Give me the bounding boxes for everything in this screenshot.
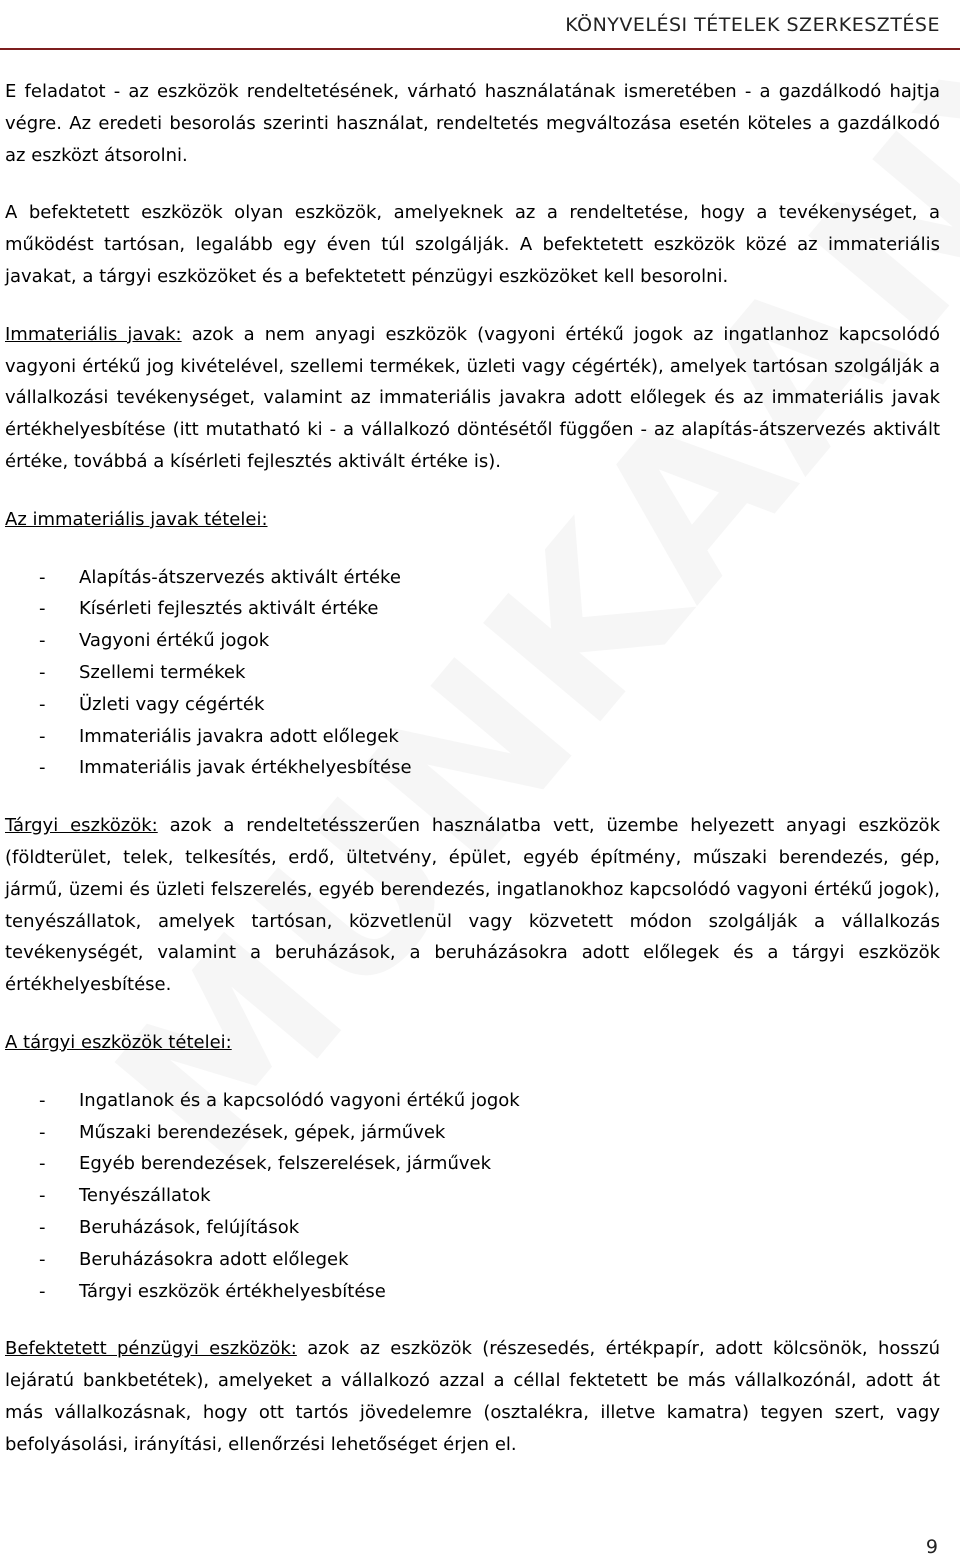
- dash-marker: -: [39, 1280, 46, 1302]
- list-item: - Beruházásokra adott előlegek: [5, 1244, 940, 1276]
- paragraph-text: azok a nem anyagi eszközök (vagyoni értékű jogok az ingatlanhoz kapcsolódó vagyoni értékű jog kivételével, szellemi termékek, üzleti vagy cégérték), amelyek tartósan szolgálják a vállalkozási tevékenységet, valamint az immateriális javakra adott előlegek és az immateriális javak értékhelyesbítése (itt mutatható ki - a vállalkozó döntésétől függően - az alapítás-átszervezés aktivált értéke, továbbá a kísérleti fejlesztés aktivált értéke is).: [5, 323, 940, 472]
- dash-marker: -: [39, 757, 46, 779]
- paragraph: E feladatot - az eszközök rendeltetésének, várható használatának ismeretében - a gazdálkodó hajtja végre. Az eredeti besorolás szerinti használat, rendeltetés megváltozása esetén köteles a gazdálkodó az eszközt átsorolni.: [5, 81, 940, 166]
- document-body: [5, 76, 940, 1486]
- dash-marker: -: [39, 1185, 46, 1207]
- dash-marker: -: [39, 630, 46, 652]
- paragraph: [5, 810, 940, 1001]
- paragraph: A befektetett eszközök olyan eszközök, amelyeknek az a rendeltetése, hogy a tevékenységet, a működést tartósan, legalább egy éven túl szolgálják. A befektetett eszközök közé az immateriális javakat, a tárgyi eszközöket és a befektetett pénzügyi eszközöket kell besorolni.: [5, 202, 940, 287]
- bullet-list: [5, 562, 940, 785]
- list-item: - Alapítás-átszervezés aktivált értéke: [5, 562, 940, 594]
- paragraph: [5, 319, 940, 478]
- term-financial: Befektetett pénzügyi eszközök:: [5, 1338, 297, 1360]
- document-title: KÖNYVELÉSI TÉTELEK SZERKESZTÉSE: [565, 14, 940, 36]
- dash-marker: -: [39, 661, 46, 683]
- dash-marker: -: [39, 693, 46, 715]
- list-item: - Immateriális javakra adott előlegek: [5, 721, 940, 753]
- list-item: - Műszaki berendezések, gépek, járművek: [5, 1117, 940, 1149]
- list-item: - Vagyoni értékű jogok: [5, 625, 940, 657]
- paragraph-text: azok az eszközök (részesedés, értékpapír, adott kölcsönök, hosszú lejáratú bankbetétek), amelyeket a vállalkozó azzal a céllal fektetett be más vállalkozónál, adott át más vállalkozásnak, hogy ott tartós jövedelemre (osztalékra, illetve kamatra) tegyen szert, vagy befolyásolási, irányítási, ellenőrzési lehetőséget érjen el.: [5, 1338, 940, 1455]
- dash-marker: -: [39, 598, 46, 620]
- dash-marker: -: [39, 1121, 46, 1143]
- dash-marker: -: [39, 566, 46, 588]
- list-item: - Beruházások, felújítások: [5, 1212, 940, 1244]
- bullet-list: [5, 1085, 940, 1308]
- section-heading: Az immateriális javak tételei:: [5, 508, 268, 530]
- list-item: - Ingatlanok és a kapcsolódó vagyoni értékű jogok: [5, 1085, 940, 1117]
- term-immaterial: Immateriális javak:: [5, 323, 182, 345]
- paragraph: [5, 1333, 940, 1460]
- page-header: [0, 0, 960, 50]
- section-heading: A tárgyi eszközök tételei:: [5, 1031, 232, 1053]
- dash-marker: -: [39, 1216, 46, 1238]
- list-item: - Tárgyi eszközök értékhelyesbítése: [5, 1276, 940, 1308]
- dash-marker: -: [39, 1089, 46, 1111]
- list-item: - Üzleti vagy cégérték: [5, 689, 940, 721]
- dash-marker: -: [39, 1248, 46, 1270]
- list-item: - Egyéb berendezések, felszerelések, járművek: [5, 1148, 940, 1180]
- list-item: - Kísérleti fejlesztés aktivált értéke: [5, 593, 940, 625]
- term-tangible: Tárgyi eszközök:: [5, 815, 158, 837]
- header-rule: [0, 48, 960, 50]
- dash-marker: -: [39, 1153, 46, 1175]
- page-number: 9: [925, 1536, 938, 1558]
- list-item: - Immateriális javak értékhelyesbítése: [5, 752, 940, 784]
- paragraph-text: azok a rendeltetésszerűen használatba vett, üzembe helyezett anyagi eszközök (földterület, telek, telkesítés, erdő, ültetvény, épület, egyéb építmény, műszaki berendezés, gép, jármű, üzemi és üzleti felszerelés, egyéb berendezés, ingatlanokhoz kapcsolódó vagyoni értékű jogok), tenyészállatok, amelyek tartósan, közvetlenül vagy közvetett módon szolgálják a vállalkozás tevékenységét, valamint a beruházások, a beruházásokra adott előlegek és a tárgyi eszközök értékhelyesbítése.: [5, 815, 940, 996]
- list-item: - Szellemi termékek: [5, 657, 940, 689]
- dash-marker: -: [39, 725, 46, 747]
- list-item: - Tenyészállatok: [5, 1180, 940, 1212]
